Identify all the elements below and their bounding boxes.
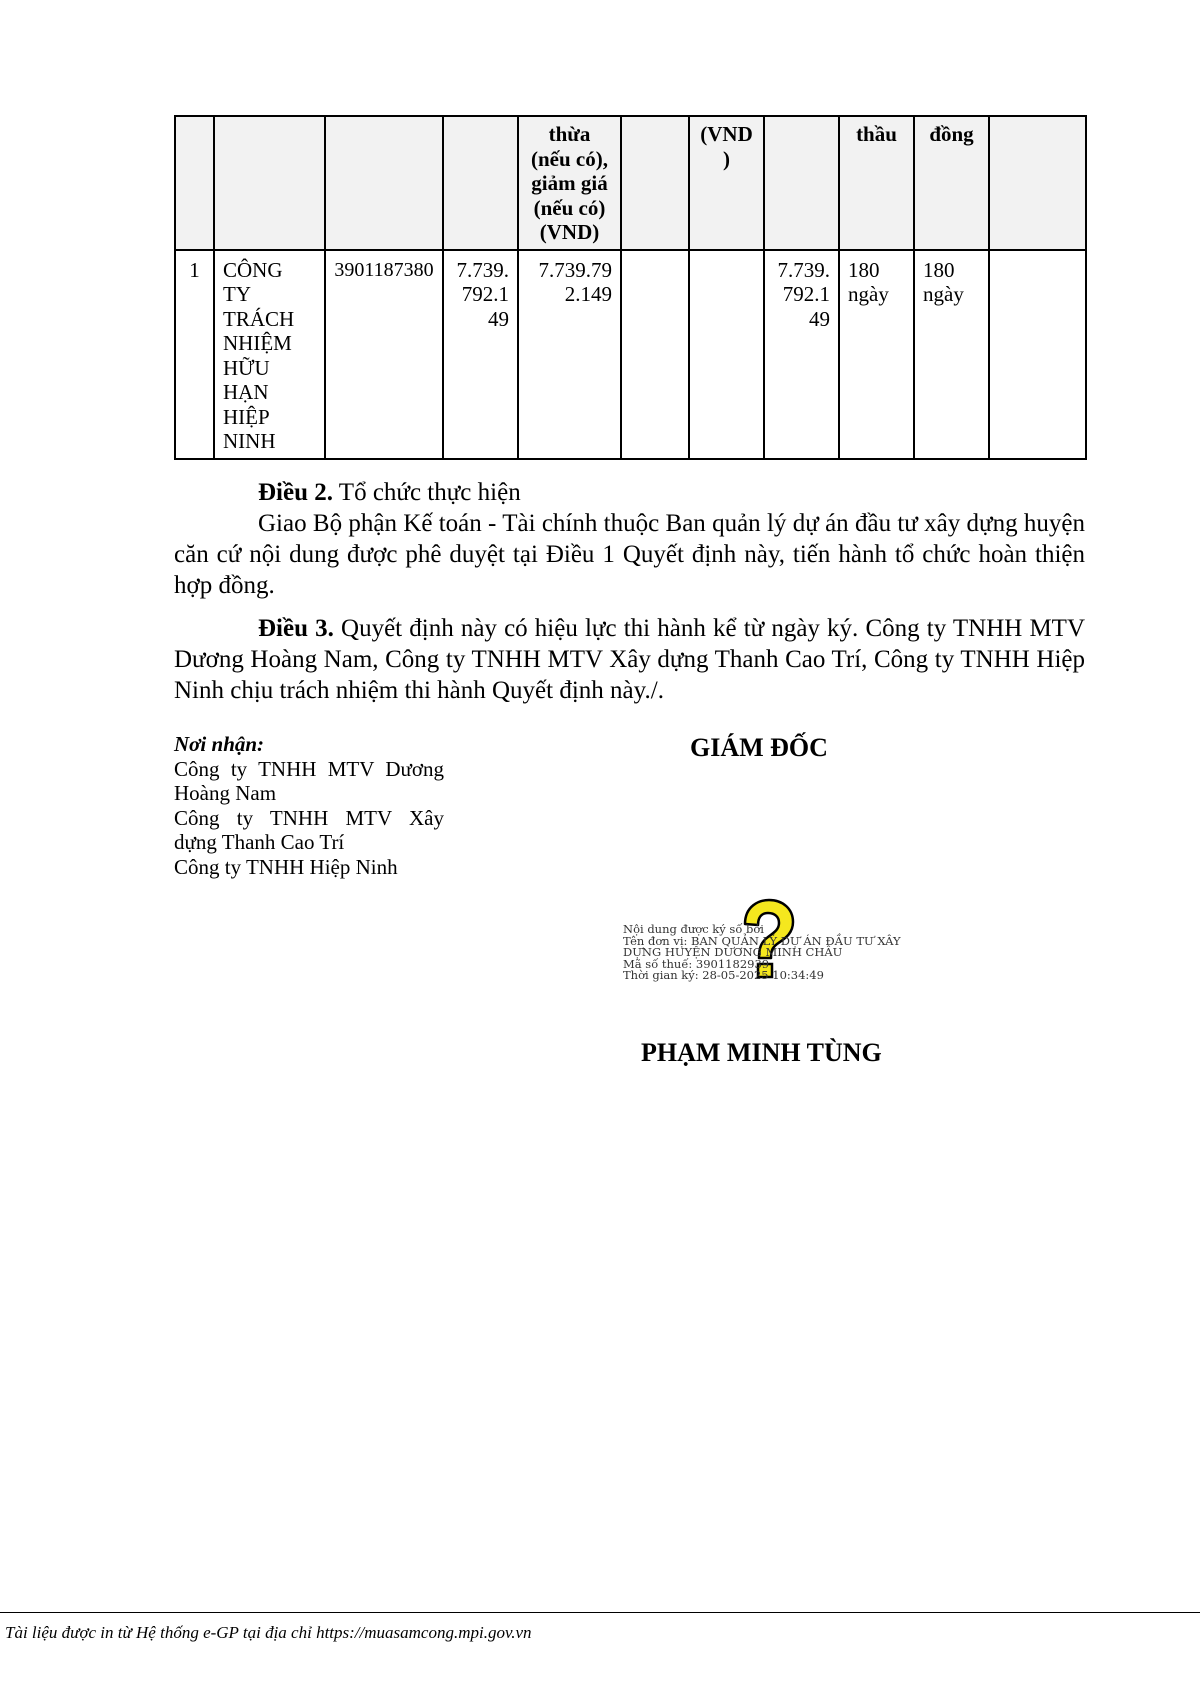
cell-price-after-reduction: 7.739.792.149 xyxy=(518,250,621,459)
header-cell xyxy=(621,116,689,250)
cell-stt: 1 xyxy=(175,250,214,459)
table-header-row xyxy=(175,116,1086,250)
article-3-paragraph xyxy=(174,613,1085,706)
cell-contract-price: 7.739.792.149 xyxy=(764,250,839,459)
signature-line: Nội dung được ký số bởi xyxy=(623,922,764,936)
header-cell-price-after-reduction: thừa (nếu có), giảm giá (nếu có) (VND) xyxy=(518,116,621,250)
cell-bid-validity: 180 ngày xyxy=(839,250,914,459)
recipient-item: Công ty TNHH MTV Xây dựng Thanh Cao Trí xyxy=(174,805,444,854)
digital-signature-info xyxy=(623,924,923,982)
article-3-label: Điều 3. xyxy=(258,615,334,642)
director-title: GIÁM ĐỐC xyxy=(690,733,828,762)
signature-line: DỰNG HUYỆN DƯƠNG MINH CHÂU xyxy=(623,945,843,960)
cell-tax-code: 3901187380 xyxy=(325,250,443,459)
article-2-label: Điều 2. xyxy=(258,479,333,506)
article-2-heading xyxy=(174,477,1085,508)
header-cell-bid-validity: thầu xyxy=(839,116,914,250)
cell-bid-price: 7.739.792.149 xyxy=(443,250,518,459)
recipient-item: Công ty TNHH MTV Dương Hoàng Nam xyxy=(174,756,444,805)
header-cell-contract-time: đồng xyxy=(914,116,989,250)
footer-divider xyxy=(0,1612,1200,1613)
cell-empty xyxy=(989,250,1086,459)
header-cell xyxy=(325,116,443,250)
table-row xyxy=(175,250,1086,459)
header-cell xyxy=(175,116,214,250)
cell-empty xyxy=(621,250,689,459)
header-cell xyxy=(443,116,518,250)
footer-text: Tài liệu được in từ Hệ thống e-GP tại địa chỉ https://muasamcong.mpi.gov.vn xyxy=(5,1623,532,1642)
signature-line: Thời gian ký: 28-05-2025 10:34:49 xyxy=(623,968,824,983)
article-2 xyxy=(174,477,1085,601)
header-cell xyxy=(989,116,1086,250)
article-2-title: Tổ chức thực hiện xyxy=(333,479,521,506)
header-cell xyxy=(214,116,325,250)
article-3 xyxy=(174,613,1085,706)
bid-result-table xyxy=(174,115,1087,460)
article-3-body: Quyết định này có hiệu lực thi hành kể từ ngày ký. Công ty TNHH MTV Dương Hoàng Nam, Công ty TNHH MTV Xây dựng Thanh Cao Trí, Công ty TNHH Hiệp Ninh chịu trách nhiệm thi hành Quyết định này./. xyxy=(174,615,1086,704)
recipients-heading: Nơi nhận: xyxy=(174,732,265,756)
cell-bidder-name: CÔNG TY TRÁCH NHIỆM HỮU HẠN HIỆP NINH xyxy=(214,250,325,459)
recipient-item: Công ty TNHH Hiệp Ninh xyxy=(174,854,398,879)
header-cell xyxy=(764,116,839,250)
signer-name: PHẠM MINH TÙNG xyxy=(641,1038,882,1067)
recipients-list xyxy=(174,732,444,879)
signature-line: Mã số thuế: 3901182939 xyxy=(623,956,770,971)
article-2-body: Giao Bộ phận Kế toán - Tài chính thuộc Ban quản lý dự án đầu tư xây dựng huyện căn cứ nội dung được phê duyệt tại Điều 1 Quyết định này, tiến hành tổ chức hoàn thiện hợp đồng. xyxy=(174,510,1085,599)
signature-line: Tên đơn vị: BAN QUẢN LÝ DỰ ÁN ĐẦU TƯ XÂY xyxy=(623,933,901,948)
header-cell-currency: (VND ) xyxy=(689,116,764,250)
cell-contract-time: 180 ngày xyxy=(914,250,989,459)
cell-empty xyxy=(689,250,764,459)
